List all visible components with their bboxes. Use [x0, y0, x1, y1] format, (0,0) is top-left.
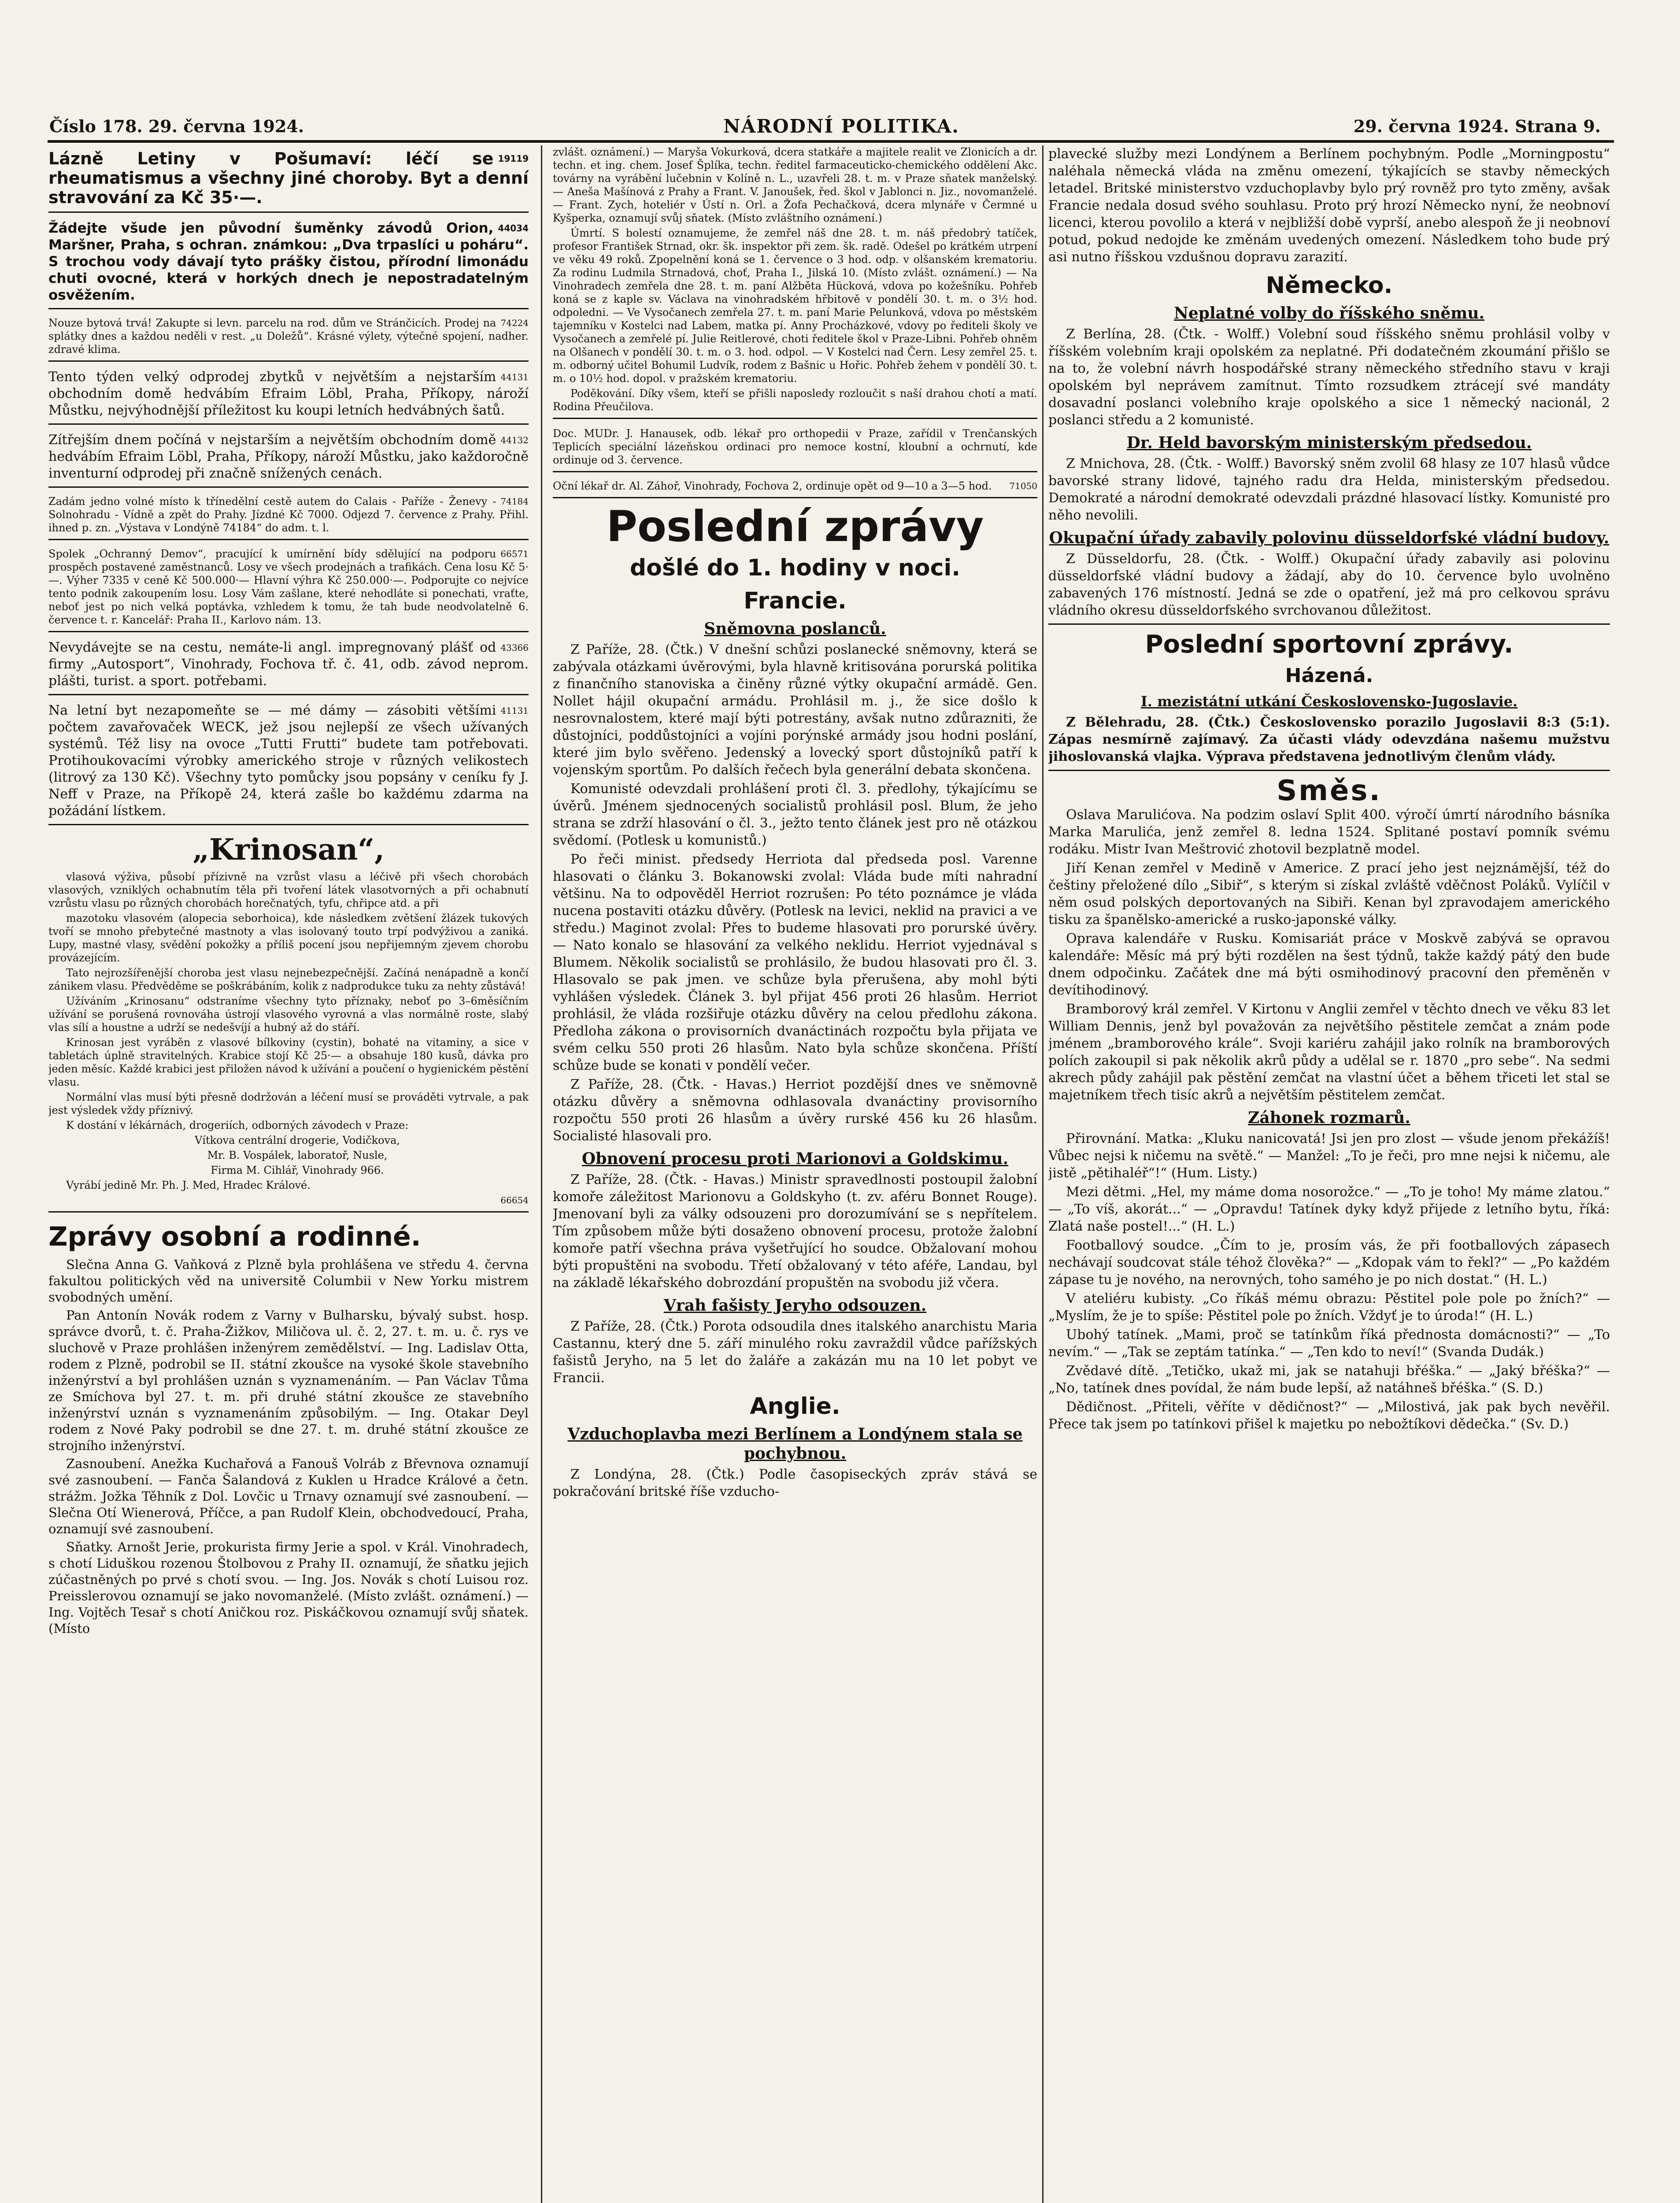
- article-body: [1048, 714, 1610, 765]
- article-heading: I. mezistátní utkání Československo-Jugoslavie.: [1140, 693, 1518, 710]
- column-divider: [1042, 145, 1044, 2203]
- paragraph: Z Düsseldorfu, 28. (Čtk. - Wolff.) Okupační úřady zabavily asi polovinu düsseldorfské vládní budovy a žádají, aby do 10. července bylo uvolněno zabavených 176 místností. Jedná se zde o opatření, jež má pro celkovou správu vládního okresu düsseldorfského svrchovanou důležitost.: [1048, 551, 1610, 618]
- ad-spolek: [48, 544, 529, 632]
- ad-number: 44132: [500, 435, 529, 445]
- paragraph: mazotoku vlasovém (alopecia seborhoica), kde následkem zvětšení žlázek tukových tvoří se mnoho přebytečné mastnoty a vlas isolovaný touto trpí podvýživou a zaniká. Lupy, mastné vlasy, svědění pokožky a příliš pocení jsou nepřijemným zjevem chorobu provázejícím.: [48, 912, 529, 964]
- ad-number: 71050: [1009, 481, 1037, 491]
- issue-number: Číslo 178. 29. června 1924.: [49, 116, 304, 136]
- paragraph: Z Londýna, 28. (Čtk.) Podle časopiseckých zpráv stává se pokračování britské říše vzducho-: [553, 1467, 1037, 1499]
- ad-number: 66571: [500, 549, 529, 559]
- paragraph: Normální vlas musí býti přesně dodržován a léčení musí se prováděti vytrvale, a pak jest výsledek vždy příznivý.: [48, 1091, 529, 1116]
- paragraph: vlasová výživa, působí přízivně na vzrůst vlasu a léčivě při všech chorobách vlasových, vzniklých ochabnutím těla při tvoření látek vlasotvorných a při ochabnutí vzrůstu vlasu po různých chorobách horečnatých, tyfu, chřipce atd. a při: [48, 871, 529, 909]
- paragraph: Ubohý tatínek. „Mami, proč se tatínkům říká přednosta domácnosti?“ — „To nevím.“ — „Tak se zeptám tatínka.“ — „Ten kdo to neví!“ (Svanda Dudák.): [1048, 1327, 1610, 1360]
- ad-text: Nouze bytová trvá! Zakupte si levn. parcelu na rod. dům ve Stránčicích. Prodej na splátky dnes a každou neděli v rest. „u Doležů“. Krásné výlety, výtečné spojení, nadher. zdravé klima.: [48, 317, 529, 356]
- paragraph: Dědičnost. „Přiteli, věříte v dědičnost?“ — „Milostivá, jak pak bych nevěřil. Přece tak jsem po tatínkovi přišel k majetku po nebožtíkovi dědečka.“ (Sv. D.): [1048, 1399, 1610, 1432]
- paragraph: Zvědavé dítě. „Tetičko, ukaž mi, jak se natahuji břéška.“ — „Jaký břéška?“ — „No, tatínek dnes povídal, že nám bude lepší, až natáhneš břéška.“ (S. D.): [1048, 1363, 1610, 1396]
- paragraph: Z Paříže, 28. (Čtk. - Havas.) Ministr spravedlnosti postoupil žalobní komoře záležitost Marionovu a Goldskyho (t. zv. aféru Bonnet Rouge). Jmenovaní byli za války odsouzeni pro dorozumívání se s nepřítelem. Tím způsobem může býti dosaženo obnovení procesu, protože žalobní komoře patří všechna práva vyšetřující ho soudce. Obžalovaní mohou býti propuštěni na svobodu. Třetí obžalovaný v této aféře, Landau, byl na základě lékařského dobrozdání propuštěn na svobodu již včera.: [553, 1172, 1037, 1291]
- latest-news-subheading: došlé do 1. hodiny v noci.: [629, 555, 961, 581]
- ad-number: 66654: [500, 1195, 529, 1205]
- newspaper-title: NÁRODNÍ POLITIKA.: [723, 115, 959, 137]
- ad-number: 43366: [500, 642, 529, 653]
- country-heading-germany: Německo.: [1266, 272, 1393, 299]
- handball-heading: Házená.: [1285, 664, 1373, 687]
- ad-text: Zadám jedno volné místo k třínedělní cestě autem do Calais - Paříže - Ženevy - Solnohradu - Vídně a zpět do Prahy. Jízdné Kč 7000. Odjezd 7. července z Prahy. Přihl. ihned p. zn. „Výstava v Londýně 74184“ do adm. t. l.: [48, 495, 529, 534]
- paragraph: Mr. B. Vospálek, laboratoř, Nusle,: [207, 1149, 388, 1161]
- ad-lobl-1: [48, 365, 529, 425]
- ad-text: Zítřejším dnem počíná v nejstarším a největším obchodním domě hedvábím Efraim Löbl, Praha, Příkopy, nároží Můstku, jako každoročně inventurní odprodej při značně snížených cenách.: [48, 432, 529, 481]
- column-3: [1048, 145, 1610, 2203]
- article-body: [553, 1318, 1037, 1387]
- section-rule: [1048, 770, 1610, 771]
- section-rule: [553, 418, 1037, 419]
- page-number: 29. června 1924. Strana 9.: [1353, 116, 1601, 136]
- ad-text: Doc. MUDr. J. Hanausek, odb. lékař pro orthopedii v Praze, zařídil v Trenčanských Teplicích speciální lázeňskou ordinaci pro nemoce kostní, kloubní a ochrnutí, kde ordinuje od 3. července.: [553, 427, 1037, 466]
- paragraph: Přirovnání. Matka: „Kluku nanicovatá! Jsi jen pro zlost — všude jenom překážíš! Vůbec nejsi k ničemu na světě.“ — Manžel: „To je řeči, pro mne nejsi k ničemu, ale jistě „pětihaléř“!“ (Hum. Listy.): [1048, 1131, 1610, 1181]
- column-1: [48, 145, 529, 2203]
- ad-text: Spolek „Ochranný Demov“, pracující k umírnění bídy sdělující na podporu prospěch postavené zaměstnanců. Losy ve všech prodejnách a trafikách. Cena losu Kč 5·—. Výher 7335 v ceně Kč 500.000·— Hlavní výhra Kč 250.000·—. Podporujte co nejvíce tento podnik zakoupením losu. Losy Vám zašlane, které nehodláte si ponechati, vraťte, neboť jest po nich velká poptávka, vzhledem k tomu, že tah bude neodvolatelně 6. července t. r. Kancelář: Praha II., Karlovo nám. 13.: [48, 548, 529, 626]
- paragraph: Vyrábí jedině Mr. Ph. J. Med, Hradec Králové.: [66, 1179, 311, 1191]
- ad-nouze: [48, 313, 529, 362]
- paragraph: Úmrtí. S bolestí oznamujeme, že zemřel náš dne 28. t. m. náš předobrý tatíček, profesor František Strnad, okr. šk. inspektor při zem. šk. radě. Odešel po krátkém utrpení ve věku 49 roků. Zpopelnění koná se 1. července o 3 hod. odp. v olšanském krematoriu. Za rodinu Ludmila Strnadová, choť, Praha I., Jilská 10. (Místo zvlášt. oznámení.) — Na Vinohradech zemřela dne 28. t. m. paní Alžběta Hücková, vdova po kožešníku. Pohřeb koná se z kaple sv. Václava na vinohradském hřbitově v pondělí 30. t. m. o 3½ hod. odpoledni. — Ve Vysočanech zemřela 27. t. m. paní Marie Pelunková, vdova po městském tajemníku v Kostelci nad Labem, matka pí. Anny Procházkové, vdovy po řediteli školy ve Vysočanech a zemřelé pí. Julie Reitlerové, choti ředitele škol v Praze-Libni. Pohřeb ohněm na Olšanech v pondělí 30. t. m. o 3. hod. odpol. — V Kostelci nad Čern. Lesy zemřel 25. t. m. odborný učitel Bohumil Ludvík, rodem z Bašnic u Hořic. Pohřeb žehem v pondělí 30. t. m. o 10½ hod. dopol. v pražském krematoriu.: [553, 227, 1037, 385]
- paragraph: Zasnoubení. Anežka Kuchařová a Fanouš Volráb z Břevnova oznamují své zasnoubení. — Fanča Šalandová z Kuklen u Hradce Králové a četn. strážm. Jožka Těhník z Dol. Lovčic u Trnavy oznamují své zasnoubení. — Slečna Otí Wienerová, Příčce, a pan Rudolf Klein, obchodvedoucí, Praha, oznamují své zasnoubení.: [48, 1456, 529, 1536]
- ad-number: 19119: [498, 153, 529, 164]
- ad-letiny: [48, 145, 529, 213]
- ad-text: Nevydávejte se na cestu, nemáte-li angl. impregnovaný plášť od firmy „Autosport“, Vinohrady, Fochova tř. č. 41, odb. závod neprom. plášti, turist. a sport. potřebami.: [48, 640, 529, 689]
- ad-zahor: [553, 476, 1037, 498]
- personal-news-heading: Zprávy osobní a rodinné.: [48, 1221, 421, 1252]
- jokes-body: [1048, 1130, 1610, 1433]
- ad-hanausek: [553, 423, 1037, 472]
- article-body: [1048, 455, 1610, 524]
- paragraph: Jiří Kenan zemřel v Medině v Americe. Z prací jeho jest nejznámější, též do češtiny přeložené dílo „Sibiř“, s kterým si získal zvláště vděčnost Poláků. Vylíčil v něm osud polských deportovaných na Sibiři. Kenan byl zpravodajem amerického tisku za španělsko-americké a rusko-japonské války.: [1048, 860, 1610, 927]
- paragraph: Poděkování. Díky všem, kteří se přišli naposledy rozloučit s naší drahou chotí a matí. Rodina Přeučilova.: [553, 387, 1037, 413]
- article-heading: Sněmovna poslanců.: [704, 619, 886, 638]
- ad-number: 44034: [498, 223, 529, 234]
- article-body-continued: [1048, 145, 1610, 266]
- miscellany-body: [1048, 806, 1610, 1104]
- paragraph: Komunisté odevzdali prohlášení proti čl. 3. předlohy, týkajícímu se úvěrů. Jménem sjednocených socialistů prohlásil posl. Blum, že jeho strana se zdrží hlasování o čl. 3., ježto tento článek jest pro ně otázkou svědomí. (Potlesk u komunistů.): [553, 781, 1037, 848]
- article-heading: Obnovení procesu proti Marionovi a Goldskimu.: [581, 1150, 1009, 1168]
- paragraph: Oprava kalendáře v Rusku. Komisariát práce v Moskvě zabývá se opravou kalendáře: Měsíc má prý býti rozdělen na šest týdnů, takže každý pátý den bude dnem odpočinku. Začátek dne má býti osmihodinový pracovní den přeměněn v devítihodinový.: [1048, 931, 1610, 998]
- paragraph: Bramborový král zemřel. V Kirtonu v Anglii zemřel v těchto dnech ve věku 83 let William Dennis, jenž byl považován za největšího pěstitele zemčat a znám pode jménem „bramborového krále“. Svoji kariéru zahájil jako rolník na bramborových polích zakoupil si pak několik akrů půdy a udělal se r. 1870 „pro sebe“. Na sedmi akrech půdy zahájil pak pěstění zemčat na vlastní účet a během třiceti let stal se majetníkem třech tisíc akrů a největším pěstitelem zemčat.: [1048, 1001, 1610, 1103]
- article-body: [1048, 550, 1610, 619]
- paragraph: Pan Antonín Novák rodem z Varny v Bulharsku, bývalý subst. hosp. správce dvorů, t. č. Praha-Žižkov, Miličova ul. č. 2, 27. t. m. u. č. rys ve sluchově v Praze prohlášen inženýrem zemědělství. — Ing. Ladislav Otta, rodem z Plzně, podrobil se II. státní zkoušce na vysoké škole stavebního inženýrství a byl prohlášen uznán s vyznamenáním. — Pan Václav Tůma ze Smíchova byl 27. t. m. při druhé státní zkoušce ze stavebního inženýrství uznán s vyznamenáním způsobilým. — Ing. Otakar Deyl rodem z Nové Paky podrobil se dne 27. t. m. druhé státní zkoušce ze strojního inženýrství.: [48, 1308, 529, 1453]
- sport-heading: Poslední sportovní zprávy.: [1145, 630, 1513, 659]
- paragraph: Vítkova centrální drogerie, Vodičkova,: [194, 1134, 400, 1146]
- paragraph: Z Mnichova, 28. (Čtk. - Wolff.) Bavorský sněm zvolil 68 hlasy ze 107 hlasů vůdce bavorské strany lidové, tajného radu dra Helda, ministerským předsedou. Demokraté a národní demokraté odevzdali prázdné hlasovací lístky. Komunisté pro něho nevolili.: [1048, 456, 1610, 523]
- ad-calais: [48, 491, 529, 540]
- paragraph: Firma M. Cihlář, Vinohrady 966.: [211, 1164, 384, 1176]
- article-body: [553, 1171, 1037, 1291]
- personal-news-body: [48, 1257, 529, 1637]
- krinosan-body: [48, 870, 529, 1207]
- paragraph: Sňatky. Arnošt Jerie, prokurista firmy Jerie a spol. v Král. Vinohradech, s chotí Liduškou rozenou Štolbovou z Prahy II. oznamují, že sňatku jejich zúčastněných po prvé s chotí svou. — Ing. Jos. Novák s chotí Luisou roz. Preisslerovou oznamují se jako novomanželé. (Místo zvlášt. oznámení.) — Ing. Vojtěch Tesař s chotí Aničkou roz. Piskáčkovou oznamují svůj sňatek. (Místo: [48, 1539, 529, 1636]
- article-heading: Okupační úřady zabavily polovinu düsseldorfské vládní budovy.: [1049, 529, 1610, 547]
- paragraph: Z Paříže, 28. (Čtk.) V dnešní schůzi poslanecké sněmovny, která se zabývala otázkami úvěrovými, byla hlavně kritisována porurská politika z finančního stanoviska a činěny různé výtky okupační armádě. Gen. Nollet hájil okupační armádu. Prohlásil m. j., že sice došlo k nesrovnalostem, které mají býti potrestány, avšak nutno zdůrazniti, že důstojníci, poddůstojníci a vojíni porýnské armády jsou hodni poslání, které jim bylo svěřeno. Jedenský a lovecký sport důstojníků patří k vojenským sportům. Po dalších řečech byla generální debata skončena.: [553, 642, 1037, 778]
- paragraph: zvlášt. oznámení.) — Maryša Vokurková, dcera statkáře a majitele realit ve Zlonicích a dr. techn. et ing. chem. Josef Šplíka, techn. ředitel farmaceuticko-chemického oddělení Akc. továrny na vyrábění lučebnin v Kolíně n. L., uzavřeli 28. t. m. v Praze sňatek manželský. — Aneša Mašínová z Prahy a Frant. V. Janoušek, řed. škol v Jablonci n. Jiz., novomanželé. — Frant. Zych, hoteliér v Ústí n. Orl. a Žofa Pechačková, dcera mlynáře v Čermné u Kyšperka, oznamují svůj sňatek. (Místo zvláštního oznámení.): [553, 146, 1037, 224]
- ad-text: Lázně Letiny v Pošumaví: léčí se rheumatismus a všechny jiné choroby. Byt a denní stravování za Kč 35·—.: [48, 149, 529, 207]
- ad-orion: [48, 216, 529, 309]
- paragraph: Užíváním „Krinosanu“ odstraníme všechny tyto příznaky, neboť po 3–6měsíčním užívání se porušená rovnováha ústrojí vlasového vyrovná a vlas normálně roste, slabý vlas sílí a houstne a udrží se nedešvíjí a hubný až do stáří.: [48, 995, 529, 1034]
- article-body: [553, 641, 1037, 1145]
- ad-weck: [48, 699, 529, 825]
- masthead-rule: [48, 140, 1614, 143]
- ad-text: Na letní byt nezapomeňte se — mé dámy — zásobiti většími počtem zavařovaček WECK, jež jsou nejlepší ze všech užívaných systémů. Též lisy na ovoce „Tutti Frutti“ budete tam potřebovati. Protihoukovacími výrobky amerického stroje v různých velikostech (litrový za 130 Kč). Všechny tyto pomůcky jsou popsány v ceníku fy J. Neff v Praze, na Příkopě 24, která zašle bo každému zdarma na požádání lístkem.: [48, 703, 529, 819]
- ad-number: 41131: [500, 705, 529, 716]
- country-heading-france: Francie.: [744, 588, 847, 614]
- paragraph: K dostání v lékárnách, drogeriích, odborných závodech v Praze:: [66, 1119, 409, 1131]
- column-2: [553, 145, 1037, 2203]
- article-heading: Vzduchoplavba mezi Berlínem a Londýnem stala se pochybnou.: [567, 1425, 1023, 1463]
- ad-text: Tento týden velký odprodej zbytků v největším a nejstarším obchodním domě hedvábím Efraim Löbl, Praha, Příkopy, nároží Můstku, nejvýhodnější příležitost ku koupi letních hedvábných šatů.: [48, 369, 529, 418]
- ad-text: Oční lékař dr. Al. Záhoř, Vinohrady, Fochova 2, ordinuje opět od 9—10 a 3—5 hod.: [553, 480, 992, 492]
- section-rule: [48, 1211, 529, 1213]
- article-heading: Dr. Held bavorským ministerským předsedou.: [1126, 434, 1532, 452]
- paragraph: Po řeči minist. předsedy Herriota dal předseda posl. Varenne hlasovati o článku 3. Bokanowski zvolal: Vláda bude míti nahradní většinu. Na to odpověděl Herriot rozrušen: Po této poznámce je vláda nucena postaviti otázku důvěry. (Potlesk na levici, neklid na pravici a ve středu.) Maginot zvolal: Přes to budeme hlasovati pro porurské úvěry. — Nato konalo se hlasování za velkého neklidu. Herriot vyjednával s Blumem. Několik socialistů se prohlásilo, že budou hlasovati pro čl. 3. Hlasovalo se pak jmen. ve schůze byla přerušena, aby mohl býti vyhlášen výsledek. Článek 3. byl přijat 456 proti 26 hlasům. Herriot prohlásil, že vláda rozšiřuje otázku důvěry na celou předlohu zákona. Předloha zákona o provisorních dvanáctinách rozpočtu byla přijata ve svém celku 550 proti 26 hlasům. Nato byla schůze skončena. Příští schůze bude se konati v pondělí večer.: [553, 852, 1037, 1073]
- paragraph: Z Berlína, 28. (Čtk. - Wolff.) Volební soud říšského sněmu prohlásil volby v říšském volebním kraji opolském za neplatné. Při dodatečném zkoumání přišlo se na to, že volební návrh hospodářské strany německého středního stavu v kraji opolském byl neprávem zamítnut. Tímto rozsudkem ztrácejí své mandáty dosavadní poslanci volebního kraje opolského a sice 1 německý nacionál, 2 poslanci středu a 2 komunisté.: [1048, 326, 1610, 428]
- column-divider: [541, 145, 542, 2203]
- family-news-continued: [553, 145, 1037, 413]
- paragraph: Tato nejrozšířenější choroba jest vlasu nejnebezpečnější. Začíná nenápadně a končí zánikem vlasu. Předvěděme se poškrábáním, kolik z nadprodukce tuku za nehty zůstává!: [48, 967, 529, 992]
- jokes-heading: Záhonek rozmarů.: [1248, 1109, 1410, 1127]
- ad-number: 44131: [500, 372, 529, 382]
- latest-news-heading: Poslední zprávy: [606, 502, 984, 551]
- paragraph: Slečna Anna G. Vaňková z Plzně byla prohlášena ve středu 4. června fakultou politických věd na universitě Columbii v New Yorku mistrem svobodných umění.: [48, 1257, 529, 1305]
- ad-number: 74224: [500, 318, 529, 328]
- article-heading: Vrah fašisty Jeryho odsouzen.: [663, 1296, 927, 1315]
- paragraph: Z Paříže, 28. (Čtk.) Porota odsoudila dnes italského anarchistu Maria Castannu, který dne 5. září minulého roku zavraždil vůdce pařížských fašistů Jeryho, na 5 let do žaláře a zakázán mu na 10 let pobyt ve Francii.: [553, 1319, 1037, 1386]
- paragraph: V ateliéru kubisty. „Co říkáš mému obrazu: Pěstitel pole pole po žních?“ — „Myslím, že je to spíše: Pěstitel pole po žních. Vždyť je to úroda!“ (H. L.): [1048, 1291, 1610, 1324]
- paragraph: Oslava Marulićova. Na podzim oslaví Split 400. výročí úmrtí národního básníka Marka Marulića, jenž zemřel 8. ledna 1524. Splitané postaví pomník svému rodáku. Mistr Ivan Meštrović zhotovil bezplatně model.: [1048, 807, 1610, 857]
- paragraph: Mezi dětmi. „Hel, my máme doma nosorožce.“ — „To je toho! My máme zlatou.“ — „To víš, akorát...“ — „Opravdu! Tatínek dyky když přijede z letního bytu, říká: Zlatá naše postel!...“ (H. L.): [1048, 1184, 1610, 1234]
- paragraph: Z Paříže, 28. (Čtk. - Havas.) Herriot pozdější dnes ve sněmovně otázku důvěry a sněmovna odhlasovala dvanáctiny provisorního rozpočtu 550 proti 26 hlasům a úvěry rurské 456 ku 26 hlasům. Socialisté hlasovali pro.: [553, 1077, 1037, 1144]
- ad-number: 74184: [500, 496, 529, 507]
- article-body: [553, 1466, 1037, 1500]
- paragraph: plavecké služby mezi Londýnem a Berlínem pochybným. Podle „Morningpostu“ naléhala německá vláda na změnu omezení, týkajících se stavby německých letadel. Britské ministerstvo vzduchoplavby bylo prý rovněž pro tyto změny, avšak Francie nedala dosud svého souhlasu. Proto prý hrozí Německo nyní, že neobnoví licenci, kterou povolilo a která v nejbližší době vyprší, anebo alespoň že ji neobnoví potud, pokud nedojde ke změnám uvedených omezení. Následkem toho bude prý asi nutno říšskou vzdušnou dopravu zarazití.: [1048, 146, 1610, 265]
- miscellany-heading: Směs.: [1277, 775, 1382, 807]
- krinosan-title: „Krinosan“,: [192, 832, 385, 867]
- ad-lobl-2: [48, 428, 529, 488]
- paragraph: Krinosan jest vyráběn z vlasové bílkoviny (cystin), bohaté na vitaminy, a sice v tabletách úplně stravitelných. Krabice stojí Kč 25·— a obsahuje 180 kusů, dávka pro jeden měsíc. Každé krabici jest přiložen návod k užívání a poučení o hygienickém pěstění vlasu.: [48, 1036, 529, 1088]
- country-heading-england: Anglie.: [750, 1393, 840, 1420]
- ad-text: Žádejte všude jen původní šuměnky závodů Orion, Maršner, Praha, s ochran. známkou: „Dva trpaslíci u poháru“. S trochou vody dávají tyto prášky čistou, přírodní limonádu chuti ovocné, která v horkých dnech je nepostradatelným osvěžením.: [48, 220, 529, 303]
- article-heading: Neplatné volby do říšského sněmu.: [1173, 304, 1485, 323]
- paragraph: Footballový soudce. „Čím to je, prosím vás, že při footballových zápasech nechávají soudcovat stále téhož člověka?“ — „Kdopak vám to řekl?“ — „Po každém zápase tu je nového, na nerovných, toho samého je po nich dostat.“ (H. L.): [1048, 1238, 1610, 1287]
- paragraph: Z Bělehradu, 28. (Čtk.) Československo porazilo Jugoslavii 8:3 (5:1). Zápas nesmírně zajímavý. Za účasti vlády odevzdána našemu mužstvu jihoslovanská vlajka. Výprava představena jednotlivým členům vlády.: [1048, 715, 1610, 764]
- section-rule: [1048, 623, 1610, 625]
- ad-autosport: [48, 636, 529, 695]
- article-body: [1048, 326, 1610, 429]
